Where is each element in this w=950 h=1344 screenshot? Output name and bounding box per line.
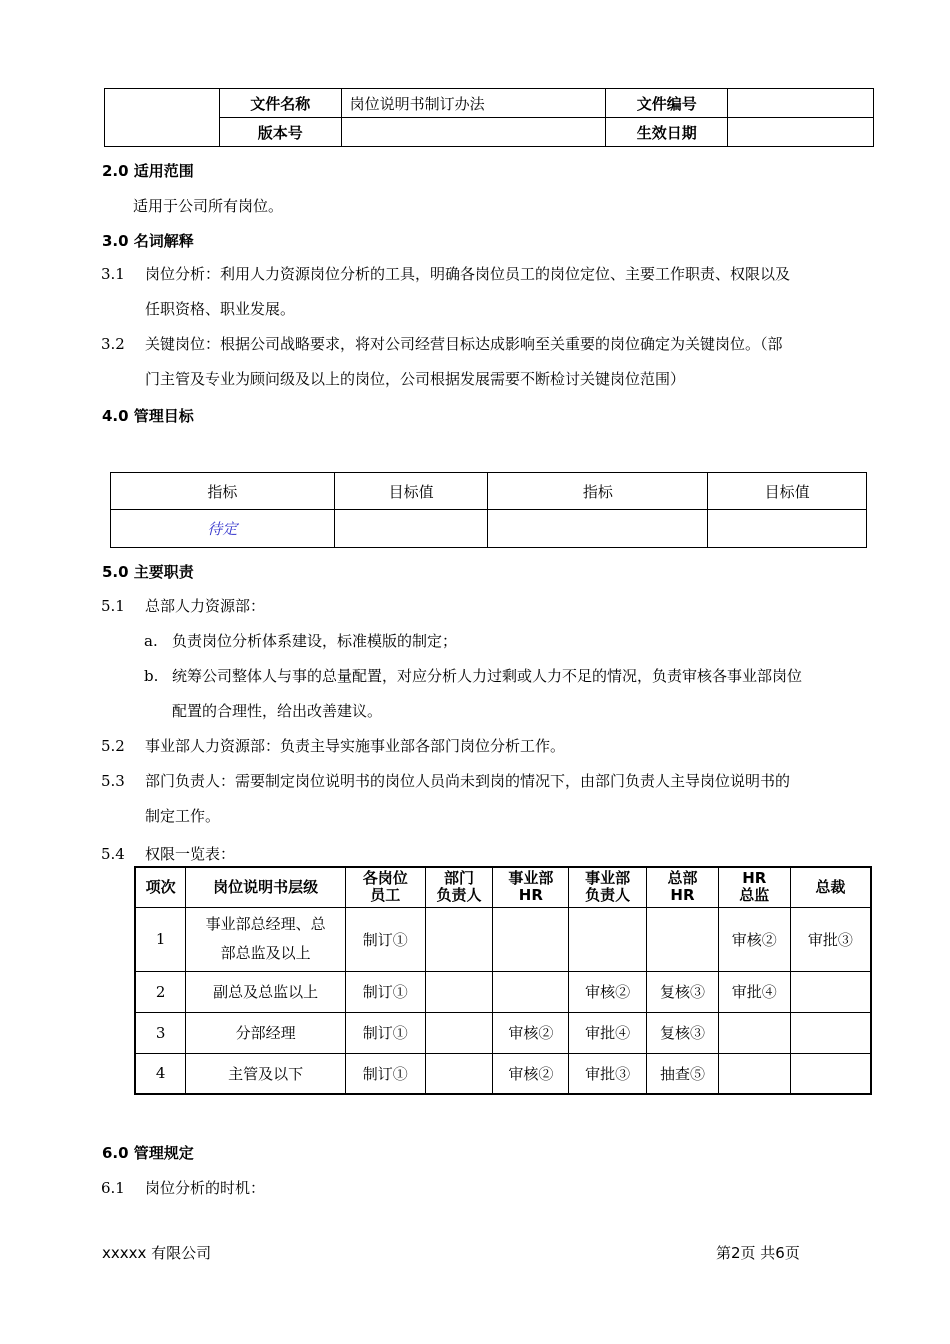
authority-row (135, 1012, 871, 1053)
authority-header-cell: 部门 负责人 (425, 867, 493, 907)
section-4-title: 4.0 管理目标 (102, 407, 194, 425)
authority-cell: 审批④ (569, 1012, 647, 1053)
footer-page-number: 第2页 共6页 (716, 1244, 800, 1262)
authority-cell (790, 1012, 871, 1053)
duty-5-3 (101, 764, 881, 834)
target-cell (488, 510, 708, 548)
authority-cell (493, 971, 569, 1012)
section-3-title: 3.0 名词解释 (102, 232, 194, 250)
authority-cell: 抽查⑤ (647, 1053, 719, 1094)
authority-cell: 1 (135, 907, 186, 971)
authority-cell (790, 971, 871, 1012)
definition-3-1 (101, 257, 881, 327)
item-text: 部门负责人：需要制定岗位说明书的岗位人员尚未到岗的情况下，由部门负责人主导岗位说明书的 (145, 772, 791, 790)
target-header-value: 目标值 (708, 473, 867, 510)
authority-row (135, 907, 871, 971)
authority-cell (493, 907, 569, 971)
authority-cell (647, 907, 719, 971)
target-cell: 待定 (111, 510, 335, 548)
authority-cell: 制订① (345, 907, 425, 971)
document-header-table (104, 88, 874, 147)
item-text: 负责岗位分析体系建设，标准模版的制定； (172, 632, 458, 650)
authority-header-cell: 总部 HR (647, 867, 719, 907)
item-text: 权限一览表： (145, 845, 236, 863)
target-header-value: 目标值 (334, 473, 488, 510)
definition-3-2 (101, 327, 881, 397)
authority-row (135, 1053, 871, 1094)
authority-cell: 复核③ (647, 971, 719, 1012)
authority-cell (425, 1012, 493, 1053)
authority-header-cell: 总裁 (790, 867, 871, 907)
duty-5-4 (101, 843, 235, 864)
version-label: 版本号 (219, 118, 341, 147)
authority-cell (718, 1053, 790, 1094)
section-2-title: 2.0 适用范围 (102, 162, 194, 180)
section-5-title: 5.0 主要职责 (102, 563, 194, 581)
item-text-cont: 制定工作。 (145, 807, 221, 825)
authority-row (135, 971, 871, 1012)
item-number: 3.1 (101, 265, 125, 283)
authority-level-cell (186, 907, 346, 971)
authority-cell: 审核② (718, 907, 790, 971)
authority-cell (425, 971, 493, 1012)
authority-cell: 审批③ (790, 907, 871, 971)
level-line-1: 事业部总经理、总 (205, 915, 326, 933)
target-header-indicator: 指标 (488, 473, 708, 510)
authority-cell: 制订① (345, 1012, 425, 1053)
section-2-body: 适用于公司所有岗位。 (133, 197, 284, 215)
authority-cell: 3 (135, 1012, 186, 1053)
authority-level-cell: 分部经理 (186, 1012, 346, 1053)
doc-no-value (728, 89, 874, 118)
authority-cell: 复核③ (647, 1012, 719, 1053)
doc-name-label: 文件名称 (219, 89, 341, 118)
item-text: 岗位分析：利用人力资源岗位分析的工具，明确各岗位员工的岗位定位、主要工作职责、权限以及 (145, 265, 791, 283)
doc-no-label: 文件编号 (606, 89, 728, 118)
item-text-cont: 任职资格、职业发展。 (145, 300, 296, 318)
authority-level-cell: 副总及总监以上 (186, 971, 346, 1012)
authority-header-cell: HR 总监 (718, 867, 790, 907)
authority-cell: 审批④ (718, 971, 790, 1012)
item-number: 3.2 (101, 335, 125, 353)
duty-5-1-a (144, 624, 457, 659)
list-marker: b. (144, 667, 159, 685)
authority-header-row (135, 867, 871, 907)
item-text-cont: 配置的合理性，给出改善建议。 (172, 702, 383, 720)
item-text-cont: 门主管及专业为顾问级及以上的岗位，公司根据发展需要不断检讨关键岗位范围） (145, 370, 686, 388)
authority-cell: 制订① (345, 971, 425, 1012)
item-text: 关键岗位：根据公司战略要求，将对公司经营目标达成影响至关重要的岗位确定为关键岗位。（部 (145, 335, 783, 353)
logo-cell (105, 89, 220, 147)
authority-cell: 制订① (345, 1053, 425, 1094)
list-marker: a. (144, 632, 158, 650)
authority-header-cell: 岗位说明书层级 (186, 867, 346, 907)
authority-cell: 审核② (493, 1053, 569, 1094)
authority-header-cell: 事业部 HR (493, 867, 569, 907)
section-6-title: 6.0 管理规定 (102, 1144, 194, 1162)
authority-header-cell: 事业部 负责人 (569, 867, 647, 907)
authority-cell (569, 907, 647, 971)
authority-level-cell: 主管及以下 (186, 1053, 346, 1094)
authority-cell: 审核② (569, 971, 647, 1012)
duty-5-2 (101, 729, 565, 764)
authority-cell (425, 907, 493, 971)
item-text: 总部人力资源部： (145, 597, 266, 615)
authority-table (134, 866, 872, 1095)
version-value (341, 118, 606, 147)
item-number: 5.3 (101, 772, 125, 790)
item-number: 6.1 (101, 1179, 125, 1197)
target-cell (708, 510, 867, 548)
duty-5-1-b (144, 659, 884, 729)
authority-cell: 审批③ (569, 1053, 647, 1094)
authority-header-cell: 项次 (135, 867, 186, 907)
item-text: 事业部人力资源部：负责主导实施事业部各部门岗位分析工作。 (145, 737, 566, 755)
effective-date-label: 生效日期 (606, 118, 728, 147)
authority-cell (718, 1012, 790, 1053)
rule-6-1 (101, 1177, 265, 1198)
target-header-indicator: 指标 (111, 473, 335, 510)
item-text: 岗位分析的时机： (145, 1179, 266, 1197)
target-cell (334, 510, 488, 548)
level-line-2: 部总监及以上 (220, 944, 311, 962)
footer-company: xxxxx 有限公司 (102, 1244, 212, 1262)
item-text: 统筹公司整体人与事的总量配置，对应分析人力过剩或人力不足的情况，负责审核各事业部岗位 (172, 667, 803, 685)
doc-name-value: 岗位说明书制订办法 (341, 89, 606, 118)
authority-cell: 4 (135, 1053, 186, 1094)
item-number: 5.1 (101, 597, 125, 615)
effective-date-value (728, 118, 874, 147)
authority-cell (425, 1053, 493, 1094)
duty-5-1 (101, 589, 265, 624)
authority-header-cell: 各岗位 员工 (345, 867, 425, 907)
authority-cell: 2 (135, 971, 186, 1012)
target-table (110, 472, 867, 548)
item-number: 5.2 (101, 737, 125, 755)
authority-cell (790, 1053, 871, 1094)
authority-cell: 审核② (493, 1012, 569, 1053)
item-number: 5.4 (101, 845, 125, 863)
